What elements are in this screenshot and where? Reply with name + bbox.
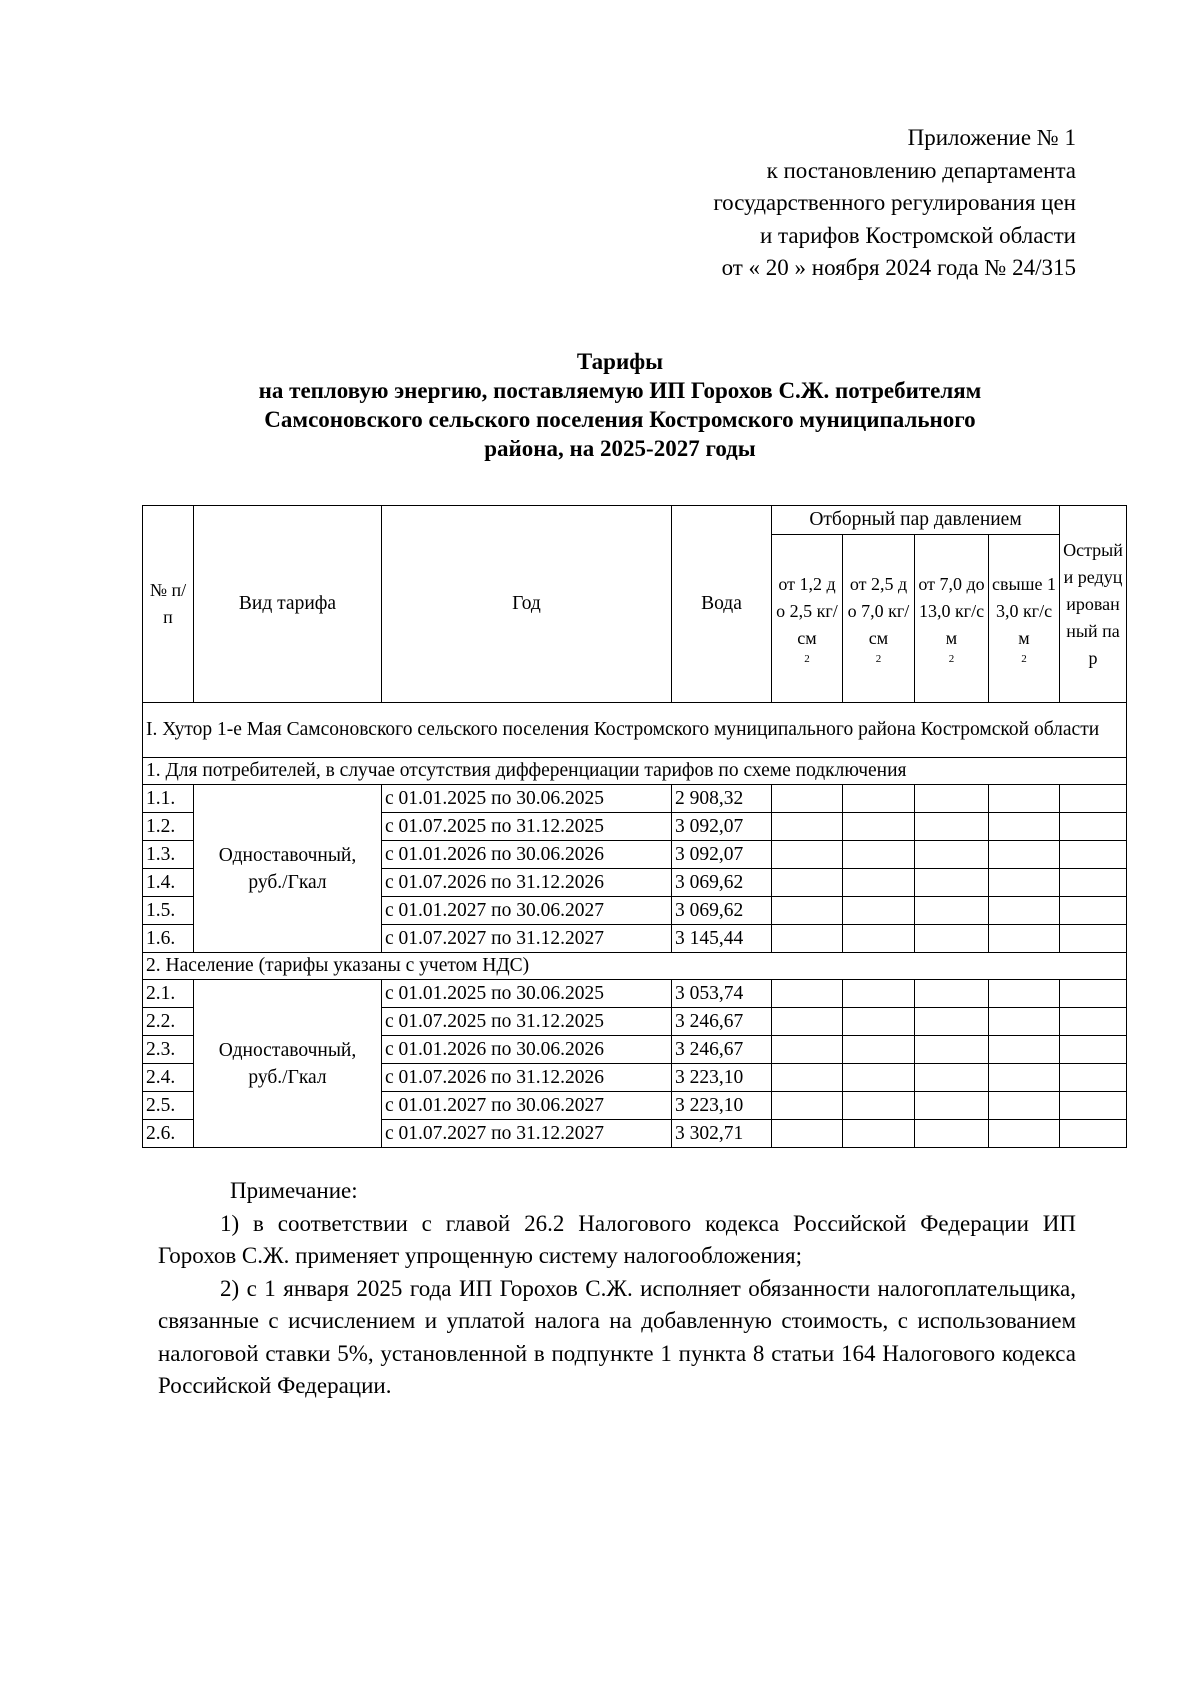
tariff-type: Одноставочный, руб./Гкал — [194, 980, 382, 1148]
appendix-line: государственного регулирования цен — [713, 190, 1076, 215]
header-steam-3: от 7,0 до 13,0 кг/см 2 — [915, 535, 989, 703]
row-num: 1.2. — [143, 813, 194, 841]
row-water: 3 092,07 — [672, 813, 772, 841]
group-title: 1. Для потребителей, в случае отсутствия дифференциации тарифов по схеме подключения — [143, 758, 1127, 785]
row-num: 1.1. — [143, 785, 194, 813]
header-year: Год — [382, 506, 672, 703]
group-row — [143, 758, 1127, 785]
appendix-header — [713, 122, 1076, 285]
row-num: 1.3. — [143, 841, 194, 869]
row-water: 3 053,74 — [672, 980, 772, 1008]
header-steam-group: Отборный пар давлением — [772, 506, 1060, 535]
row-num: 2.1. — [143, 980, 194, 1008]
group-row — [143, 953, 1127, 980]
note-item: 1) в соответствии с главой 26.2 Налогового кодекса Российской Федерации ИП Горохов С.Ж. применяет упрощенную систему налогообложения; — [158, 1210, 1076, 1268]
row-water: 3 145,44 — [672, 925, 772, 953]
row-period: с 01.07.2025 по 31.12.2025 — [382, 1008, 672, 1036]
appendix-line: и тарифов Костромской области — [759, 222, 1076, 248]
header-water: Вода — [672, 506, 772, 703]
row-period: с 01.01.2027 по 30.06.2027 — [382, 1092, 672, 1120]
row-num: 1.6. — [143, 925, 194, 953]
row-water: 3 246,67 — [672, 1036, 772, 1064]
appendix-line: к постановлению департамента — [766, 157, 1076, 183]
row-period: с 01.01.2026 по 30.06.2026 — [382, 1036, 672, 1064]
row-water: 3 246,67 — [672, 1008, 772, 1036]
header-type: Вид тарифа — [194, 506, 382, 703]
row-water: 3 069,62 — [672, 897, 772, 925]
row-water: 3 223,10 — [672, 1064, 772, 1092]
row-period: с 01.01.2025 по 30.06.2025 — [382, 785, 672, 813]
row-num: 2.6. — [143, 1120, 194, 1148]
row-num: 2.5. — [143, 1092, 194, 1120]
header-steam-2: от 2,5 до 7,0 кг/см 2 — [843, 535, 915, 703]
title-line: на тепловую энергию, поставляемую ИП Горохов С.Ж. потребителям — [258, 378, 982, 403]
row-period: с 01.01.2025 по 30.06.2025 — [382, 980, 672, 1008]
notes-heading: Примечание: — [230, 1178, 358, 1203]
row-water: 2 908,32 — [672, 785, 772, 813]
row-period: с 01.07.2027 по 31.12.2027 — [382, 1120, 672, 1148]
notes-block — [158, 1175, 1076, 1403]
header-num: № п/п — [143, 506, 194, 703]
row-num: 2.2. — [143, 1008, 194, 1036]
row-num: 2.3. — [143, 1036, 194, 1064]
row-num: 2.4. — [143, 1064, 194, 1092]
group-title: 2. Население (тарифы указаны с учетом НДС) — [143, 953, 1127, 980]
table-row — [143, 980, 1127, 1008]
appendix-line: Приложение № 1 — [907, 125, 1076, 150]
row-num: 1.4. — [143, 869, 194, 897]
section-row — [143, 703, 1127, 758]
row-period: с 01.07.2025 по 31.12.2025 — [382, 813, 672, 841]
appendix-line: от « 20 » ноября 2024 года № 24/315 — [721, 255, 1076, 280]
header-steam-4: свыше 13,0 кг/см 2 — [989, 535, 1060, 703]
document-title — [140, 347, 1100, 463]
row-period: с 01.07.2027 по 31.12.2027 — [382, 925, 672, 953]
row-period: с 01.01.2027 по 30.06.2027 — [382, 897, 672, 925]
section-title: I. Хутор 1-е Мая Самсоновского сельского поселения Костромского муниципального района Костромской области — [143, 703, 1127, 758]
header-steam-1: от 1,2 до 2,5 кг/см 2 — [772, 535, 843, 703]
tariff-table — [142, 505, 1127, 1148]
row-num: 1.5. — [143, 897, 194, 925]
title-line: Самсоновского сельского поселения Костромского муниципального — [264, 407, 976, 432]
row-water: 3 069,62 — [672, 869, 772, 897]
row-period: с 01.07.2026 по 31.12.2026 — [382, 1064, 672, 1092]
row-water: 3 302,71 — [672, 1120, 772, 1148]
header-sharp-steam: Острый и редуцированный пар — [1060, 506, 1127, 703]
row-water: 3 223,10 — [672, 1092, 772, 1120]
table-header-row — [143, 506, 1127, 535]
row-water: 3 092,07 — [672, 841, 772, 869]
title-line: района, на 2025-2027 годы — [484, 436, 756, 461]
table-row — [143, 785, 1127, 813]
title-line: Тарифы — [576, 349, 664, 374]
note-item: 2) с 1 января 2025 года ИП Горохов С.Ж. исполняет обязанности налогоплательщика, связанные с исчислением и уплатой налога на добавленную стоимость, с использованием налоговой ставки 5%, установленной в подпункте 1 пункта 8 статьи 164 Налогового кодекса Российской Федерации. — [158, 1275, 1076, 1398]
row-period: с 01.07.2026 по 31.12.2026 — [382, 869, 672, 897]
row-period: с 01.01.2026 по 30.06.2026 — [382, 841, 672, 869]
tariff-type: Одноставочный, руб./Гкал — [194, 785, 382, 953]
